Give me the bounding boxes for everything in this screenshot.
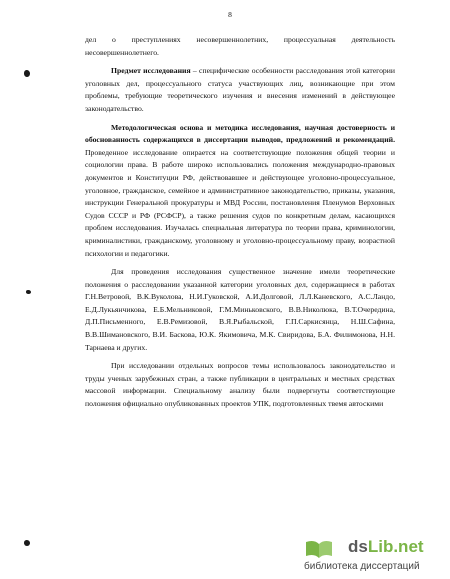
paragraph-text: Для проведения исследования существенное значение имели теоретические положения о расследовании указанной категории уголовных дел, содержащиеся в работах Г.Н.Ветровой, В.К.Вуколова, Н.И.Гуковской, А.И.Долговой, Л.Л.Каневского, А.С.Ландо, Е.Д.Лукьянчикова, Е.Б.Мельниковой, Г.М.Миньковского, В.В.Николюка, В.Т.Очередина, Д.П.Письменного, Е.В.Ремизовой, В.Я.Рыбальской, Г.П.Саркисянца, Н.Ш.Сафина, В.В.Шимановского, В.И. Баскова, Ю.К. Якимовича, М.К. Свиридова, Б.А. Филимонова, Н.Н. Тарнаева и других. [85, 267, 395, 352]
paragraph [85, 122, 395, 261]
watermark-caption: библиотека диссертаций [304, 561, 420, 572]
paragraph-text: – специфические особенности расследования этой категории уголовных дел, процессуального статуса участвующих лиц, возникающие при этом проблемы, требующие теоретического изучения и внесения изменений в действующее законодательство. [85, 66, 395, 113]
paragraph [85, 34, 395, 59]
paragraph [85, 65, 395, 115]
watermark-site-prefix: ds [348, 537, 368, 556]
watermark[interactable] [300, 536, 450, 579]
paragraph-text: дел о преступлениях несовершеннолетних, процессуальная деятельность несовершеннолетнего. [85, 35, 395, 57]
punch-hole-mark [24, 70, 30, 77]
paragraph-lead: Методологическая основа и методика исследования, научная достоверность и обоснованность содержащихся в диссертации выводов, предложений и рекомендаций. [85, 122, 395, 145]
paragraph-text: Проведенное исследование опирается на соответствующие положения общей теории и социологии права. В работе широко использовались положения международно-правовых документов и Конституции РФ, действовавшее и действующее уголовно-процессуальное, уголовное, гражданское, семейное и административное законодательство, приказы, указания, инструкции Генеральной прокуратуры и МВД России, постановления Пленумов Верховных Судов СССР и РФ (РСФСР), а также решения судов по конкретным делам, касающихся проблем исследования. Изучалась специальная литература по теории права, криминологии, криминалистики, гражданскому, уголовному и уголовно-процессуальному праву, возрастной психологии и педагогики. [85, 147, 395, 258]
punch-hole-mark [26, 290, 31, 294]
paragraph-text: При исследовании отдельных вопросов темы использовалось законодательство и труды ученых зарубежных стран, а также публикации в центральных и местных средствах массовой информации. Специальному анализу были подвергнуты соответствующие положения официально опубликованных проектов УПК, подготовленных твемя автоскими [85, 361, 395, 409]
paragraph [85, 360, 395, 410]
document-body [85, 34, 395, 411]
paragraph [85, 266, 395, 354]
punch-hole-mark [24, 540, 30, 546]
page-number: 8 [228, 10, 232, 19]
watermark-site-name [348, 537, 424, 557]
watermark-site-suffix: Lib.net [367, 537, 424, 556]
paragraph-lead: Предмет исследования [111, 66, 191, 76]
library-logo-icon [304, 538, 334, 560]
